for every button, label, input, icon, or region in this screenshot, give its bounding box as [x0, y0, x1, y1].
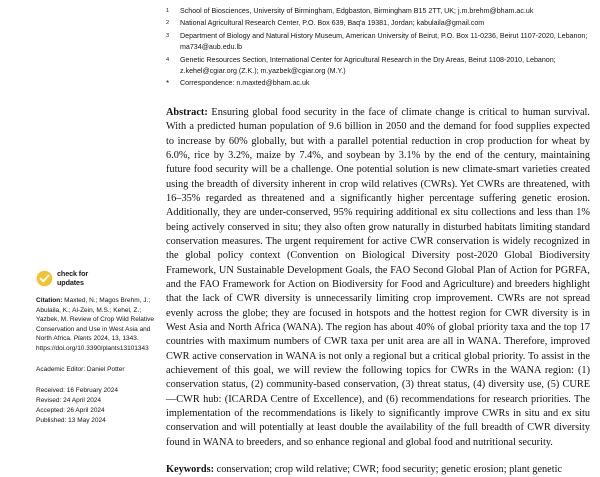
- affiliation-text: Genetic Resources Section, International Center for Agricultural Research in the Dry Areas, Beirut 1108-2010, Lebanon; z.kehel@cgiar.org (Z.K.); m.yazbek@cgiar.org (M.Y.): [180, 55, 556, 76]
- academic-editor: Academic Editor: Daniel Potter: [36, 365, 125, 373]
- badge-line-2: updates: [57, 277, 84, 287]
- check-circle-icon: [36, 270, 53, 287]
- keywords-label: Keywords:: [166, 464, 215, 476]
- check-for-updates-label: [57, 270, 88, 287]
- citation-label: Citation:: [36, 297, 63, 304]
- affiliation-item: [166, 31, 590, 54]
- affiliations-list: [166, 6, 590, 90]
- abstract-paragraph: [166, 106, 590, 450]
- affiliation-item: [166, 18, 590, 29]
- keywords-body: conservation; crop wild relative; CWR; food security; genetic erosion; plant genetic: [214, 464, 563, 476]
- badge-line-1: check for: [57, 269, 89, 279]
- affiliation-text: National Agricultural Research Center, P.O. Box 639, Baq'a 19381, Jordan; kabulaila@gmail.com: [180, 19, 485, 28]
- date-published: Published: 13 May 2024: [36, 416, 106, 424]
- affiliation-text: Department of Biology and Natural History Museum, American University of Beirut, P.O. Box 11-0236, Beirut 1107-2020, Lebanon; ma734@aub.edu.lb: [180, 31, 588, 52]
- date-accepted: Accepted: 26 April 2024: [36, 406, 105, 414]
- affiliation-text: School of Biosciences, University of Birmingham, Edgbaston, Birmingham B15 2TT, UK; j.m.brehm@bham.ac.uk: [180, 7, 534, 15]
- citation-journal: Plants: [73, 335, 92, 343]
- affiliation-item: [166, 6, 590, 17]
- abstract-label: Abstract:: [166, 106, 208, 118]
- date-revised: Revised: 24 April 2024: [36, 397, 102, 405]
- article-main-column: [166, 6, 590, 477]
- date-received: Received: 16 February 2024: [36, 387, 119, 395]
- affiliation-item: [166, 55, 590, 78]
- check-for-updates-badge[interactable]: [36, 270, 154, 287]
- article-metadata-sidebar: [36, 270, 154, 426]
- correspondence-item: [166, 78, 590, 89]
- affiliation-marker: 3: [166, 32, 170, 39]
- affiliation-marker: 1: [166, 8, 170, 14]
- correspondence-text: Correspondence: n.maxted@bham.ac.uk: [180, 79, 310, 88]
- abstract-body: Ensuring global food security in the face of climate change is critical to human survival. With a predicted human population of 9.6 billion in 2050 and the demand for food supplies expected to increase by 60% globally, but with a parallel potential reduction in crop production for wheat by 6.0%, rice by 3.2%, maize by 7.4%, and soybean by 3.1% by the end of the century, maintaining future food security will be a challenge. One potential solution is new climate-smart varieties created using the breadth of diversity inherent in crop wild relatives (CWRs). Yet CWRs are threatened, with 16–35% regarded as threatened and a significantly higher percentage suffering genetic erosion. Additionally, they are under-conserved, 95% requiring additional ex situ collections and less than 1% being actively conserved in situ; they also often grow naturally in disturbed habitats limiting standard conservation measures. The urgent requirement for active CWR conservation is widely recognized in the global policy context (Convention on Biological Diversity post-2020 Global Biodiversity Framework, UN Sustainable Development Goals, the FAO Second Global Plan of Action for PGRFA, and the FAO Framework for Action on Biodiversity for Food and Agriculture) and breeders highlight that the lack of CWR diversity is unnecessarily limiting crop improvement. CWRs are not spread evenly across the globe; they are focused in hotspots and the hottest region for CWR diversity is in West Asia and North Africa (WANA). The region has about 40% of global priority taxa and the top 17 countries with maximum numbers of CWR taxa per unit area are all in WANA. Therefore, improved CWR active conservation in WANA is not only a regional but a critical global priority. To assist in the achievement of this goal, we will review the following topics for CWRs in the WANA region: (1) conservation status, (2) community-based conservation, (3) threat status, (4) diversity use, (5) CURE—CWR hub: (ICARDA Centre of Excellence), and (6) recommendations for research priorities. The implementation of the recommendations is likely to significantly improve CWRs in situ and ex situ conservation and will potentially at least double the availability of the full breadth of CWR diversity found in WANA to breeders, and so enhance regional and global food and nutritional security.: [166, 106, 590, 448]
- keywords-paragraph: [166, 463, 590, 477]
- affiliation-marker: 2: [166, 20, 170, 27]
- publication-dates: [36, 386, 154, 426]
- citation-authors: Maxted, N.; Magos Brehm, J.; Abulaila, K.; Al-Zein, M.S.; Kehel, Z.; Yazbek, M. Review of Crop Wild Relative Conservation and Use in West Asia and North Africa.: [36, 297, 155, 343]
- affiliation-marker: 4: [166, 56, 170, 63]
- citation-volume-doi[interactable]: 2024, 13, 1343. https://doi.org/10.3390/plants13101343: [36, 335, 149, 352]
- citation-block: [36, 296, 154, 354]
- correspondence-marker: *: [166, 79, 170, 89]
